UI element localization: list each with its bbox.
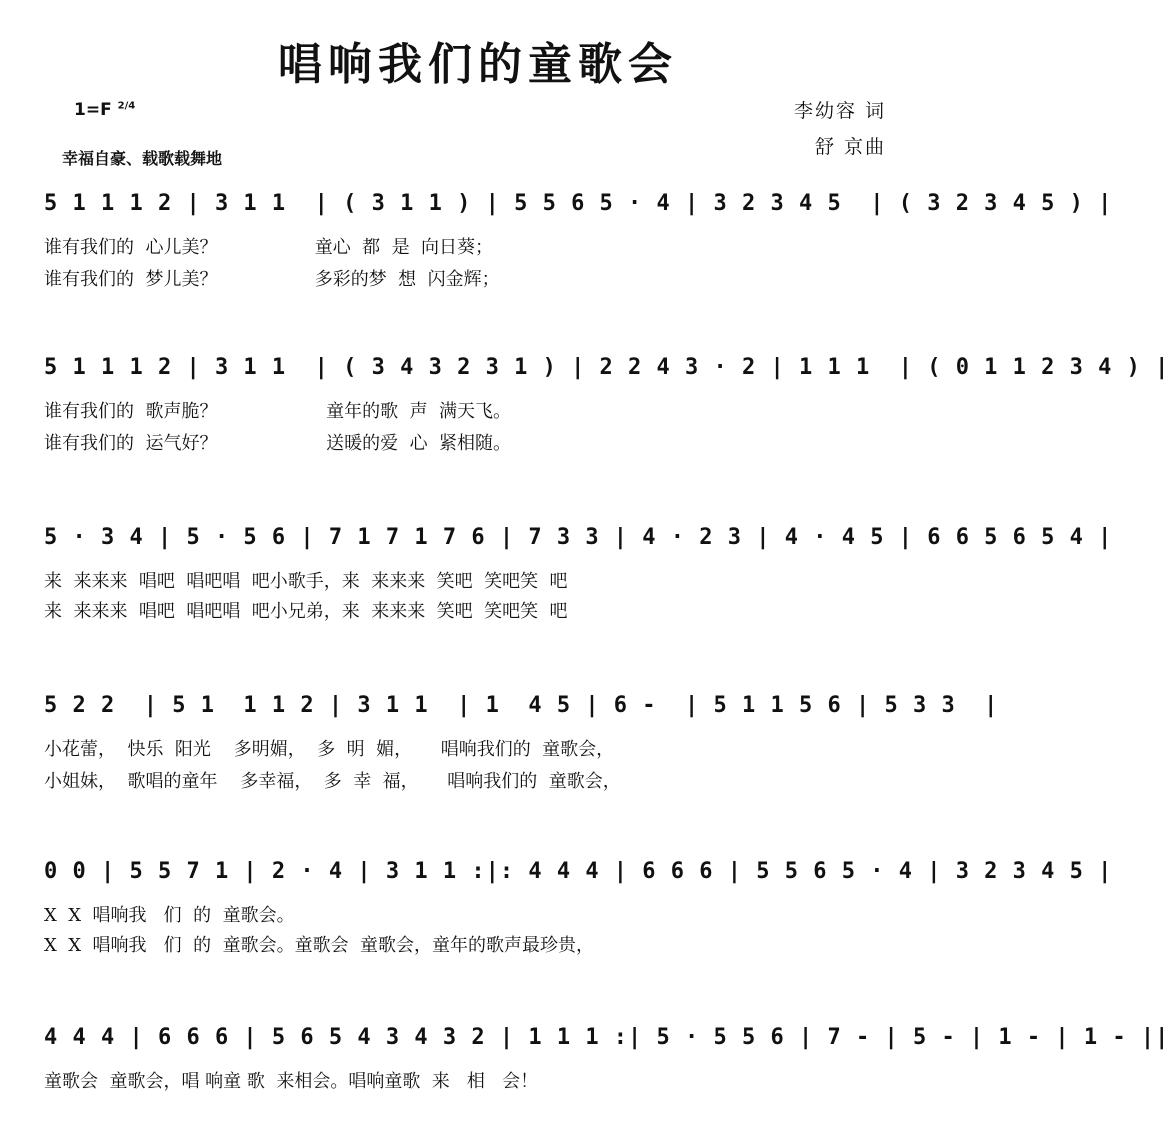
lyric-line-4-2: 小姐妹， 歌唱的童年 多幸福， 多 幸 福， 唱响我们的 童歌会，: [44, 771, 621, 792]
lyric-line-4-1: 小花蕾， 快乐 阳光 多明媚， 多 明 媚， 唱响我们的 童歌会，: [44, 739, 615, 760]
lyricist-credit: 李幼容 词: [793, 100, 886, 122]
tempo-mood: 幸福自豪、载歌载舞地: [62, 149, 223, 168]
key-label: 1=F: [74, 100, 112, 120]
notation-line-5: 0 0 | 5 5 7 1 | 2 · 4 | 3 1 1 :|: 4 4 4 | 6 6 6 | 5 5 6 5 · 4 | 3 2 3 4 5 |: [44, 859, 1113, 884]
notation-line-6: 4 4 4 | 6 6 6 | 5 6 5 4 3 4 3 2 | 1 1 1 :| 5 · 5 5 6 | 7 - | 5 - | 1 - | 1 - ||: [44, 1025, 1169, 1050]
key-signature: [74, 100, 135, 120]
lyric-line-6-1: 童歌会 童歌会，唱 响童 歌 来相会。唱响童歌 来 相 会！: [44, 1071, 539, 1092]
lyric-line-1-2: 谁有我们的 梦儿美？ 多彩的梦 想 闪金辉；: [44, 269, 500, 290]
notation-line-3: 5 · 3 4 | 5 · 5 6 | 7 1 7 1 7 6 | 7 3 3 | 4 · 2 3 | 4 · 4 5 | 6 6 5 6 5 4 |: [44, 525, 1113, 550]
notation-line-4: 5 2 2 | 5 1 1 1 2 | 3 1 1 | 1 4 5 | 6 - | 5 1 1 5 6 | 5 3 3 |: [44, 693, 999, 718]
lyric-line-5-1: X X 唱响我 们 的 童歌会。: [44, 905, 295, 926]
lyric-line-2-2: 谁有我们的 运气好？ 送暖的爱 心 紧相随。: [44, 433, 512, 454]
lyric-line-1-1: 谁有我们的 心儿美？ 童心 都 是 向日葵；: [44, 237, 494, 258]
lyric-line-3-1: 来 来来来 唱吧 唱吧唱 吧小歌手，来 来来来 笑吧 笑吧笑 吧: [44, 571, 568, 592]
lyric-line-5-2: X X 唱响我 们 的 童歌会。童歌会 童歌会，童年的歌声最珍贵，: [44, 935, 595, 956]
notation-line-2: 5 1 1 1 2 | 3 1 1 | ( 3 4 3 2 3 1 ) | 2 2 4 3 · 2 | 1 1 1 | ( 0 1 1 2 3 4 ) |: [44, 355, 1169, 380]
lyric-line-2-1: 谁有我们的 歌声脆？ 童年的歌 声 满天飞。: [44, 401, 512, 422]
composer-credit: 舒 京曲: [814, 136, 886, 158]
lyric-line-3-2: 来 来来来 唱吧 唱吧唱 吧小兄弟，来 来来来 笑吧 笑吧笑 吧: [44, 601, 568, 622]
notation-line-1: 5 1 1 1 2 | 3 1 1 | ( 3 1 1 ) | 5 5 6 5 · 4 | 3 2 3 4 5 | ( 3 2 3 4 5 ) |: [44, 191, 1113, 216]
song-title: 唱响我们的童歌会: [278, 39, 678, 90]
time-signature: 2/4: [117, 100, 136, 112]
